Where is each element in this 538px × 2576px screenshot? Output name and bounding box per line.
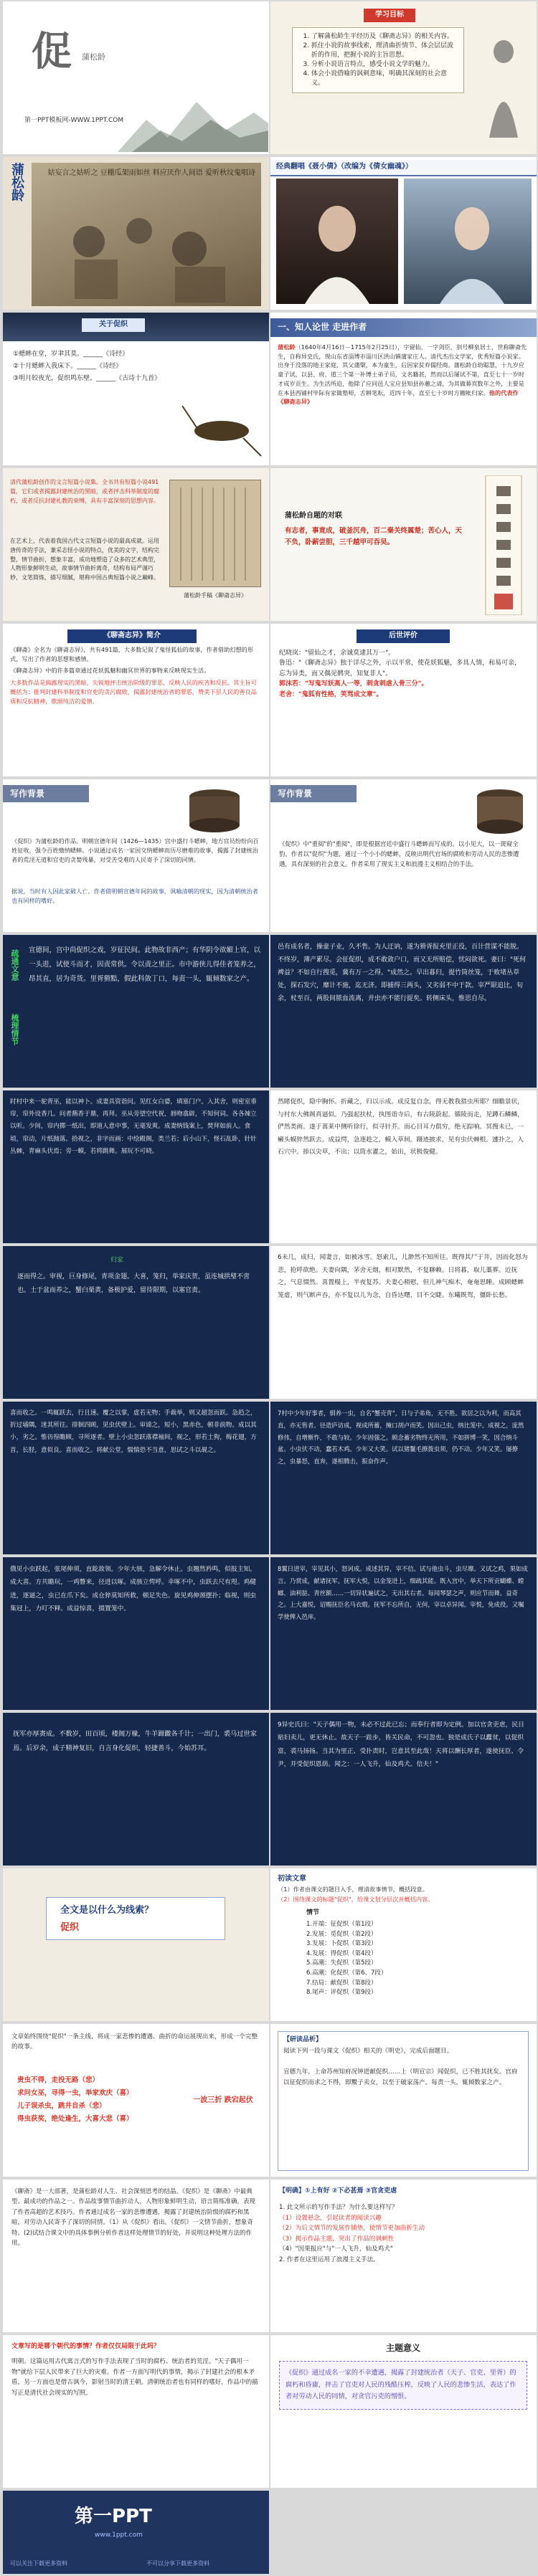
para-text: 宣德间，宫中尚促织之戏，岁征民间。此物故非西产；有华阴令欲媚上官，以一头进，试使斗而才，因责常供。令以责之里正。市中游侠儿得佳者笼养之，昂其直，居为奇货。里胥猾黠，假此科敛丁口，每责一头，辄倾数家之产。 xyxy=(29,946,261,983)
bio-text: （1640年4月16日－1715年2月25日），字留仙，一字剑臣，别号柳泉居士，世称聊斋先生，自称异史氏，现山东省淄博市淄川区洪山镇蒲家庄人。清代杰出文学家，优秀短篇小说家。出身于没落的地主家庭，其父蒲槃，本为童生，后因家贫弃儒经商。蒲松龄自幼聪慧，十九岁应童子试，以县、府、道三个第一补博士弟子员，文名籍甚，然而以后屡试不第，直至七十一岁时才成岁贡生。为生活所迫，他除了应同邑人宝应县知县孙蕙之请，为其做幕宾数年之外，主要是在本县西铺村毕际有家做塾师，舌耕笔耘，近四十年，直至七十岁时方撤帐归家。 xyxy=(278,343,527,396)
analysis-text-2: 宣德九年，上命苏州知府况钟进献促织……上（明宣宗）闻促织，已不胜其扰矣。官府以征促织而求之不得，即鬻子卖女，以至于破家荡产。每责一头，辄倾数家之产。 xyxy=(283,2068,518,2086)
background-text-body: 《促织》中"重阅"的"重阅"，即是根据宫廷中盛行斗蟋蟀而写成的。以小见大，以一斑窥全豹。作者以"促织"为题，通过一个小小的蟋蟀，反映出明代官场的腐败和劳动人民的悲惨遭遇，具有深刻的社会意义。作者采用了现实主义和浪漫主义相结合的手法。 xyxy=(279,840,519,868)
slide-para-11[interactable] xyxy=(3,1713,269,1866)
slide-brand-footer[interactable] xyxy=(3,2491,269,2574)
theme-text: 《促织》通过成名一家的不幸遭遇，揭露了封建统治者（天子、官吏、里胥）的腐朽和昏庸，抨击了官吏对人民的残酷压榨，反映了人民的悲惨生活，表达了作者对劳动人民的同情，对贪官污吏的憎恨。 xyxy=(279,2361,527,2410)
movie-still-left xyxy=(276,179,398,304)
analysis-text: 阅读下列一段与课文《促织》相关的《明史》，完成后面题目。 xyxy=(283,2048,453,2055)
bio-bold: 他的代表作《聊斋志异》 xyxy=(278,389,519,406)
para-text: 喜而收之。一鸣辄跃去，行且速。覆之以掌，虚若无物；手裁举，则又超忽而跃。急趋之，折过墙隅，迷其所往。徘徊四顾，见虫伏壁上。审谛之，短小，黑赤色，顿非前物。成以其小，劣之。惟彷徨瞻顾，寻所逐者。壁上小虫忽跃落襟袖间，视之，形若土狗，梅花翅，方首，长胫，意似良。喜而收之。将献公堂，惴惴恐不当意，思试之斗以觇之。 xyxy=(10,1410,257,1454)
slide-para-10[interactable] xyxy=(270,1557,537,1710)
analysis-head: 【研读品析】 xyxy=(283,2036,323,2043)
section-title: 一、知人论世 走进作者 xyxy=(278,322,367,332)
summary-list xyxy=(10,645,261,705)
answer-item: （1）设置悬念，引起读者的阅读兴趣 xyxy=(279,2214,382,2222)
para-text: 9异史氏曰："天子偶用一物，未必不过此已忘；而奉行者即为定例。加以官贪吏虐，民日贴妇卖儿，更无休止。故天子一跬步，皆关民命，不可忽也。独是成氏子以蠹贫，以促织富，裘马扬扬。当其为里正、受扑责时，岂意其至此哉！天将以酬长厚者，遂使抚臣、令尹，并受促织恩荫。闻之：一人飞升，仙及鸡犬。信夫！" xyxy=(278,1721,524,1769)
brand-url[interactable]: www.1ppt.com xyxy=(95,2532,143,2539)
slide-para-12[interactable] xyxy=(270,1713,537,1866)
slide-author-painting[interactable] xyxy=(3,157,269,310)
cricket-pot-icon xyxy=(182,782,247,832)
plot-item: 8.尾声：评促织（第9段） xyxy=(306,1989,377,1997)
movie-still-right xyxy=(404,179,532,304)
poems-title: 关于促织 xyxy=(82,318,145,332)
slide-para-3[interactable] xyxy=(3,1090,269,1243)
couplet-text: 有志者，事竟成，破釜沉舟，百二秦关终属楚；苦心人，天不负，卧薪尝胆，三千越甲可吞吴。 xyxy=(285,527,463,547)
para-text: 俄见小虫跃起，张尾伸须，直龁敌领。少年大骇，急解令休止。虫翘然矜鸣，似报主知。成大喜。方共瞻玩，一鸡瞥来，径进以啄。成骇立愕呼。幸啄不中，虫跃去尺有咫。鸡健进，逐逼之，虫已在爪下矣。成仓猝莫知所救，顿足失色。旋见鸡伸颈摆扑；临视，则虫集冠上，力叮不释。成益惊喜，掇置笼中。 xyxy=(10,1566,257,1613)
calligraphy-scroll-icon xyxy=(478,475,529,615)
movie-header: 经典翻唱《聂小倩》（改编为《倩女幽魂》） xyxy=(270,160,537,176)
brand-logo: 第一PPT xyxy=(75,2506,152,2527)
cover-title: 促 xyxy=(32,28,72,75)
para-text: 然睹促织，隐中胸怀。折藏之，归以示成。成反复自念，得无教我猎虫所耶？细瞻景状，与村东大佛阁真逼似。乃强起扶杖，执图诣寺后，有古陵蔚起。循陵而走，见蹲石鳞鳞，俨然类画。遂于蒿莱中侧听徐行，似寻针芥。而心目耳力俱穷，绝无踪响。冥搜未已，一癞头蟆猝然跃去。成益愕，急逐趁之，蟆入草间。蹑迹披求，见有虫伏棘根。遽扑之，入石穴中。掭以尖草，不出；以筒水灌之，始出，状极俊健。 xyxy=(278,1098,524,1156)
poems-list xyxy=(13,348,178,385)
slide-question-clue[interactable] xyxy=(3,1868,269,2021)
slide-author-bio[interactable] xyxy=(270,313,537,465)
cricket-icon xyxy=(182,399,265,460)
poem-item: ②十月蟋蟀入我床下。______《诗经》 xyxy=(13,363,123,371)
slide-theme[interactable] xyxy=(270,2335,537,2488)
plot-item: 5.高潮：失促织（第5段） xyxy=(306,1959,377,1967)
footer-left: 可以关注下载更多资料 xyxy=(10,2560,67,2567)
vertical-label: 梳理情节 xyxy=(9,1014,19,1045)
manuscript-caption: 蒲松龄手稿《聊斋志异》 xyxy=(184,592,247,599)
actress-portrait-icon xyxy=(404,179,532,304)
goals-scroll xyxy=(292,27,464,93)
slide-para-6[interactable] xyxy=(270,1246,537,1399)
cover-site: 第一PPT模板网-WWW.1PPT.COM xyxy=(24,117,124,124)
slide-plot-summary[interactable] xyxy=(3,2024,269,2177)
answer-item: （3）揭示作品主题，突出了作品的讽刺性 xyxy=(279,2235,395,2243)
background-head: 写作背景 xyxy=(3,785,89,802)
plot-stage: 得虫获奖，绝处逢生，大喜大悲（喜） xyxy=(17,2115,133,2124)
dynasty-question: 文章写的是哪个朝代的事情？作者仅仅局限于此吗？ xyxy=(11,2343,161,2350)
plot-stage: 责虫不得，走投无路（悲） xyxy=(17,2076,100,2084)
slide-cover[interactable] xyxy=(3,1,269,154)
slide-para-4[interactable] xyxy=(270,1090,537,1243)
para-text: 抚军亦厚赉成。不数岁，田百顷，楼阁万椽，牛羊蹄躈各千计；一出门，裘马过世家焉。后岁余，成子精神复旧，自言身化促织，轻捷善斗，今始苏耳。 xyxy=(13,1730,257,1753)
scholar-painting-icon xyxy=(32,163,261,306)
painting-banner: 姑妄言之姑听之 豆棚瓜架雨如丝 料应厌作人间语 爱听秋坟鬼唱诗 xyxy=(47,169,255,177)
answer-item: （2）为后文情节的发展作铺垫，使情节更加曲折生动 xyxy=(279,2225,425,2233)
goal-item: 2. 抓住小说的故事线索，理清曲折情节、体会层层波折的作用，把握小说的主旨思想。 xyxy=(311,42,458,60)
vertical-label: 疏通文意 xyxy=(9,949,19,981)
para-text: 6未几，成归，闻妻言，如被冰雪。怒索儿，儿渺然不知所往。既得其尸于井，因而化怒为悲，抢呼欲绝。夫妻向隅，茅舍无烟，相对默然，不复聊赖。日将暮，取儿藁葬。近抚之，气息惙然。喜置榻上，半夜复苏。夫妻心稍慰，但儿神气痴木，奄奄思睡。成顾蟋蟀笼虚，则气断声吞，亦不复以儿为念，自昏达曙，目不交睫。东曦既驾，僵卧长愁。 xyxy=(278,1254,528,1299)
side-title: 蒲松龄 xyxy=(9,163,25,201)
actress-portrait-icon xyxy=(276,179,398,304)
slide-movie[interactable] xyxy=(270,157,537,310)
plot-item: 4.发展：得促织（第4段） xyxy=(306,1949,377,1957)
reading-q1: （1）作者由课文的题目入手，理清故事情节，概括段意。 xyxy=(278,1886,428,1893)
theme-title: 主题意义 xyxy=(385,2343,420,2353)
slide-para-7[interactable] xyxy=(3,1402,269,1554)
summary-item: 大多数作品是揭露现实的黑暗，尖锐地抨击统治阶级的罪恶，反映人民的疾苦和反抗。其主旨可概括为：批判封建科举制度和官吏的贪污腐败，揭露封建统治者的罪恶，赞美下层人民的善良品质和反抗精神，歌颂纯洁的爱情。 xyxy=(10,679,257,705)
poem-item: ③明月皎夜光，促织鸣东壁。______《古诗十九首》 xyxy=(13,375,161,383)
plot-list xyxy=(306,1920,387,1998)
exercise-text: 《聊斋》是一大部著，是蒲松龄对人生、社会深刻思考的结晶。《促织》是《聊斋》中最典型、最成功的作品之一。作品故事情节曲折动人，人物形象鲜明生动，语言简练准确，表现了作者高超的艺术技巧。作者通过成名一家的悲惨遭遇，揭露了封建统治阶级的腐朽和黑暗，对劳动人民寄予了深切的同情。（1）从《促织》看出，《促织》一文情节曲折，想象奇特。(2)试结合课文中的具体事例分析作者这样处理情节的好处，并说明这种处理方法的作用。 xyxy=(11,2188,256,2248)
slide-para-1[interactable] xyxy=(3,935,269,1088)
bio-paragraph xyxy=(278,343,529,407)
slide-answer[interactable] xyxy=(270,2180,537,2332)
slide-couplet[interactable] xyxy=(270,468,537,621)
slide-para-2[interactable] xyxy=(270,935,537,1088)
slide-dynasty[interactable] xyxy=(3,2335,269,2488)
evaluation-item: 郭沫若："写鬼写妖高人一等，刺贪刺虐入骨三分"。 xyxy=(279,680,428,688)
empty-slot xyxy=(270,2491,537,2574)
plot-item: 6.高潮：化促织（第6、7段） xyxy=(306,1969,387,1977)
para-caption: 归家 xyxy=(110,1257,124,1264)
answer-text: 促织 xyxy=(60,1922,80,1933)
evaluation-item: 鲁迅："《聊斋志异》独于详尽之外，示以平常，使花妖狐魅，多具人情，和易可亲，忘为异类，而又偶见鹘突，知复非人"。 xyxy=(279,660,522,678)
manuscript-icon xyxy=(170,480,262,588)
slide-goals[interactable] xyxy=(270,1,537,154)
painting-image xyxy=(32,163,261,306)
plot-stages xyxy=(17,2074,182,2126)
question-text: 全文是以什么为线索？ xyxy=(60,1905,154,1916)
couplet-title: 蒲松龄自题的对联 xyxy=(285,512,342,520)
poem-item: ①蟋蟀在堂，岁聿其莫。______《诗经》 xyxy=(13,351,129,358)
answer-item: 2. 作者在这里运用了浪漫主义手法。 xyxy=(279,2256,379,2264)
goals-title: 学习目标 xyxy=(364,9,415,22)
plot-intro: 文章始终围绕"促织"一条主线，将成一家悲惨的遭遇、曲折的命运展现出来，形成一个完整的故事。 xyxy=(11,2033,258,2050)
plot-stage: 求问女巫，寻得一虫，举家欢庆（喜） xyxy=(17,2089,133,2098)
slide-background-2[interactable] xyxy=(270,779,537,932)
plot-item: 7.结局：献促织（第8段） xyxy=(306,1979,377,1987)
reading-q2: （2）围绕课文的标题"促织"，给课文划分层次并概括内容。 xyxy=(278,1896,434,1903)
ink-figure-icon xyxy=(478,30,529,138)
plot-item: 1.开端：征促织（第1段） xyxy=(306,1921,377,1928)
slide-first-reading[interactable] xyxy=(270,1868,537,2021)
goal-item: 4. 体会小说借喻的讽刺意味，明确其深刻的社会意义。 xyxy=(311,70,458,88)
ink-landscape-icon xyxy=(118,80,268,152)
para-text: 逐而得之。审视，巨身修尾，青项金翅。大喜，笼归，举家庆贺，虽连城拱璧不啻也。土于盆而养之，蟹白栗黄，备极护爱，留待限期，以塞官责。 xyxy=(17,1273,250,1294)
author-name: 蒲松龄 xyxy=(278,343,296,351)
answer-tags: 【明确】①上有好 ②下必甚焉 ③官贪吏虐 xyxy=(279,2187,397,2195)
background-text xyxy=(279,840,527,870)
plot-item: 3.发展：卜促织（第3段） xyxy=(306,1940,377,1948)
cover-author: 蒲松龄 xyxy=(82,52,105,62)
para-text: 7村中少年好事者，驯养一虫，自名"蟹壳青"，日与子弟角，无不胜。欲居之以为利，而高其直，亦无售者。径造庐访成，视成所蓄，掩口胡卢而笑。因出己虫，纳比笼中。成视之，庞然修伟，自增惭怍，不敢与较。少年固强之。顾念蓄劣物终无所用，不如拼博一笑，因合纳斗盆。小虫伏不动，蠢若木鸡。少年又大笑。试以猪鬣毛撩拨虫须，仍不动。少年又笑。屡撩之，虫暴怒，直奔，遂相腾击，振奋作声。 xyxy=(278,1410,524,1465)
answer-item: （4）"因果报应"与"一人飞升，仙及鸡犬" xyxy=(279,2245,393,2253)
para-text: 8翼日进宰，宰见其小，怒诃成。成述其异，宰不信。试与他虫斗，虫尽靡。又试之鸡，果如成言。乃赏成，献诸抚军。抚军大悦，以金笼进上，细疏其能。既入宫中，举天下所贡蝴蝶、螳螂、油利挞、青丝额……一切异状遍试之，无出其右者。每闻琴瑟之声，则应节而舞。益奇之。上大嘉悦，诏赐抚臣名马衣缎。抚军不忘所自，无何，宰以卓异闻。宰悦，免成役。又嘱学使俾入邑庠。 xyxy=(278,1565,528,1621)
answer-item: 1. 此文所示的写作手法？为什么要这样写？ xyxy=(279,2204,398,2211)
plot-verdict: 一波三折 跌宕起伏 xyxy=(193,2096,253,2104)
goal-item: 1. 了解蒲松龄生平经历及《聊斋志异》的相关内容。 xyxy=(311,32,458,42)
summary-title: 《聊斋志异》简介 xyxy=(67,629,197,643)
reading-title: 初读文章 xyxy=(278,1875,306,1883)
slide-liaozhai-intro[interactable] xyxy=(3,468,269,621)
para-text: 时村中来一驼背巫，能以神卜。成妻具资诣问。见红女白婆，填塞门户。入其舍，则密室垂帘，帘外设香几。问者爇香于鼎，再拜。巫从旁望空代祝，唇吻翕辟，不知何词。各各竦立以听。少间，帘内掷一纸出，即道人意中事，无毫发爽。成妻纳钱案上，焚拜如前人。食顷，帘动，片纸抛落。拾视之，非字而画：中绘殿阁，类兰若；后小山下，怪石乱卧，针针丛棘，青麻头伏焉；旁一蟆，若将跳舞。展玩不可晓。 xyxy=(10,1098,257,1155)
dynasty-text: 明朝。这篇运用古代寓言式的写作手法表现了当时的腐朽、统治者的荒淫。"天子偶用一物"就给下层人民带来了巨大的灾难。作者一方面写明代的事情，揭示了封建社会的根本矛盾，另一方面也是借古讽今，影射当时的清王朝。清朝统治者也有同样的嗜好，作品中的描写正是清代社会现实的写照。 xyxy=(11,2358,258,2397)
slide-liaozhai-summary[interactable] xyxy=(3,624,269,776)
background-text-2: 据说，当时有人因此家破人亡。作者借明朝宣德年间的故事，讽喻清朝的现实，因为清朝统治者也有同样的嗜好。 xyxy=(11,888,258,905)
para-text: 邑有成名者，操童子业，久不售。为人迂讷，遂为猾胥报充里正役，百计营谋不能脱。不终岁，薄产累尽。会征促织，成不敢敛户口，而又无所赔偿，忧闷欲死。妻曰："死何裨益？不如自行搜觅，冀有万一之得。"成然之。早出暮归，提竹筒丝笼，于败堵丛草处，探石发穴，靡计不施，迄无济。即捕得三两头，又劣弱不中于款。宰严限追比，旬余，杖至百，两股间脓血流离，并虫亦不能行捉矣。转侧床头，惟思自尽。 xyxy=(278,944,527,1002)
plot-col-title: 情节 xyxy=(306,1909,320,1916)
slide-para-8[interactable] xyxy=(270,1402,537,1554)
slide-exercise[interactable] xyxy=(3,2180,269,2332)
summary-item: 《聊斋志异》中的许多篇章通过花妖狐魅和幽冥世界的事物来反映现实生活。 xyxy=(10,667,210,675)
slide-analysis[interactable] xyxy=(270,2024,537,2177)
plot-item: 2.发展：觅促织（第2段） xyxy=(306,1930,377,1938)
manuscript-image xyxy=(169,480,261,587)
intro-text-2: 在艺术上，代表着我国古代文言短篇小说的最高成就。运用唐传奇的手法，兼采志怪小说的特点，优美的文字，结构完整，情节曲折，想象丰富，成功地塑造了众多的艺术典型，人物形象鲜明生动，故事情节曲折离奇，结构布局严谨巧妙，文笔简炼，描写细腻，堪称中国古典短篇小说之巅峰。 xyxy=(10,538,159,581)
summary-item: 《聊斋》全名为《聊斋志异》，共有491篇，大多数记叙了鬼怪狐仙的故事，作者借助幻想的形式，写出了作者的思想和感情。 xyxy=(10,646,254,662)
evaluation-item: 老舍："鬼狐有性格，笑骂成文章"。 xyxy=(279,690,383,698)
slide-para-5[interactable] xyxy=(3,1246,269,1399)
plot-stage: 儿子误杀虫，跳井自杀（悲） xyxy=(17,2102,106,2111)
slide-para-9[interactable] xyxy=(3,1557,269,1710)
evaluation-item: 纪晓岚："留仙之才，余诚莫逮其万一"。 xyxy=(279,650,395,657)
slide-background-1[interactable] xyxy=(3,779,269,932)
intro-text-1: 清代蒲松龄创作的文言短篇小说集。全书共有短篇小说491篇，它们或者揭露封建统治的黑暗，或者抨击科举制度的腐朽，或者反抗封建礼教的束缚，具有丰富深刻的思想内容。 xyxy=(10,479,159,504)
cricket-pot-icon xyxy=(471,782,529,836)
footer-right: 不可以分享下载更多资料 xyxy=(146,2560,209,2567)
answer-list xyxy=(279,2202,527,2266)
slide-cricket-poems[interactable] xyxy=(3,313,269,465)
background-head: 写作背景 xyxy=(270,785,357,802)
evaluation-list xyxy=(279,648,527,700)
slide-evaluation[interactable] xyxy=(270,624,537,776)
goal-item: 3. 分析小说语言特点，感受小说文学的魅力。 xyxy=(311,60,458,70)
evaluation-title: 后世评价 xyxy=(357,629,450,643)
background-text: 《促织》为蒲松龄的作品。明朝宣德年间（1426—1435）宫中盛行斗蟋蟀，地方官员纷纷向百姓征收，强令百姓缴纳蟋蟀。小说通过成名一家因交纳蟋蟀而历尽磨难的故事，揭露了封建统治者的荒淫无道和官吏的贪婪残暴，对受苦受难的人民寄予了深切的同情。 xyxy=(11,837,259,864)
